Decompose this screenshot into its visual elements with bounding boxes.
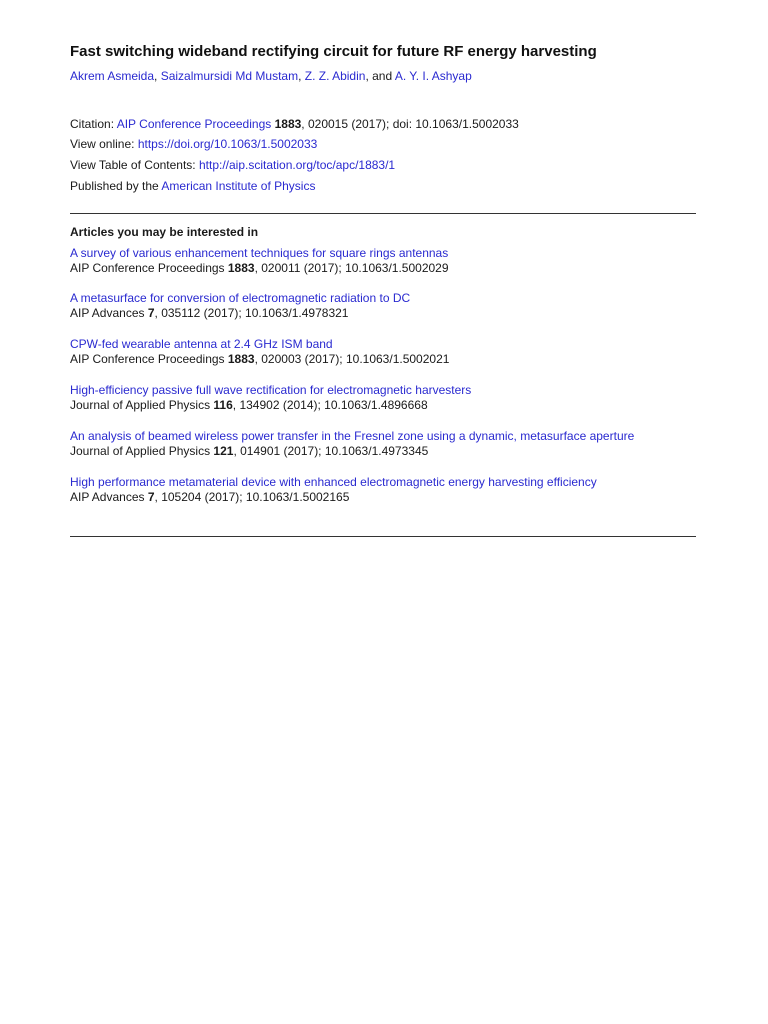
publisher-link[interactable]: American Institute of Physics [161, 179, 316, 193]
reference-details: , 134902 (2014); 10.1063/1.4896668 [232, 398, 428, 412]
toc-label: View Table of Contents: [70, 158, 199, 172]
doi-link[interactable]: https://doi.org/10.1063/1.5002033 [137, 137, 318, 151]
related-article-reference [70, 490, 696, 505]
paper-title: Fast switching wideband rectifying circuit for future RF energy harvesting [70, 43, 597, 60]
author-separator: , and [365, 69, 395, 83]
reference-details: , 035112 (2017); 10.1063/1.4978321 [154, 306, 349, 320]
reference-volume: 116 [213, 398, 233, 412]
top-divider [70, 213, 696, 214]
citation-details: , 020015 (2017); doi: 10.1063/1.5002033 [301, 117, 519, 131]
author-link-ashyap[interactable]: A. Y. I. Ashyap [394, 69, 472, 83]
reference-volume: 7 [147, 306, 155, 320]
toc-link[interactable]: http://aip.scitation.org/toc/apc/1883/1 [198, 158, 396, 172]
related-article-reference [70, 261, 696, 276]
related-article-title-link[interactable]: CPW-fed wearable antenna at 2.4 GHz ISM band [70, 337, 333, 351]
author-link-abidin[interactable]: Z. Z. Abidin [304, 69, 366, 83]
citation-label: Citation: [70, 117, 117, 131]
reference-details: , 020011 (2017); 10.1063/1.5002029 [254, 261, 449, 275]
reference-volume: 121 [213, 444, 234, 458]
author-list [70, 69, 472, 83]
bottom-divider [70, 536, 696, 537]
related-article-reference [70, 398, 696, 413]
reference-journal: AIP Conference Proceedings [70, 261, 228, 275]
related-article-reference [70, 352, 696, 367]
related-articles-heading: Articles you may be interested in [70, 225, 259, 239]
reference-volume: 1883 [227, 352, 255, 366]
related-article [70, 337, 696, 367]
related-article-reference [70, 306, 696, 321]
author-separator: , [154, 69, 161, 83]
view-online-label: View online: [70, 137, 138, 151]
author-separator: , [298, 69, 305, 83]
citation-line [70, 117, 519, 131]
reference-journal: AIP Advances [70, 306, 148, 320]
citation-volume: 1883 [274, 117, 302, 131]
author-link-asmeida[interactable]: Akrem Asmeida [70, 69, 155, 83]
related-article-title-link[interactable]: High performance metamaterial device with enhanced electromagnetic energy harvesting efficiency [70, 475, 597, 489]
author-link-mustam[interactable]: Saizalmursidi Md Mustam [160, 69, 299, 83]
related-article-title-link[interactable]: High-efficiency passive full wave rectification for electromagnetic harvesters [70, 383, 472, 397]
view-online-line [70, 137, 317, 151]
reference-journal: Journal of Applied Physics [70, 398, 214, 412]
related-article-title-link[interactable]: A survey of various enhancement techniques for square rings antennas [70, 246, 449, 260]
reference-details: , 105204 (2017); 10.1063/1.5002165 [154, 490, 350, 504]
citation-journal-link[interactable]: AIP Conference Proceedings [116, 117, 272, 131]
reference-journal: Journal of Applied Physics [70, 444, 214, 458]
related-article [70, 475, 696, 505]
reference-journal: AIP Advances [70, 490, 148, 504]
related-article-title-link[interactable]: An analysis of beamed wireless power transfer in the Fresnel zone using a dynamic, metasurface aperture [70, 429, 635, 443]
reference-details: , 020003 (2017); 10.1063/1.5002021 [254, 352, 450, 366]
related-article [70, 429, 696, 459]
related-article-title-link[interactable]: A metasurface for conversion of electromagnetic radiation to DC [70, 291, 411, 305]
related-article-reference [70, 444, 696, 459]
reference-journal: AIP Conference Proceedings [70, 352, 228, 366]
related-article [70, 291, 696, 321]
publisher-line [70, 179, 315, 193]
related-article [70, 383, 696, 413]
toc-line [70, 158, 395, 172]
reference-volume: 7 [147, 490, 155, 504]
reference-details: , 014901 (2017); 10.1063/1.4973345 [233, 444, 429, 458]
publisher-label: Published by the [70, 179, 162, 193]
reference-volume: 1883 [227, 261, 255, 275]
related-article [70, 246, 696, 276]
